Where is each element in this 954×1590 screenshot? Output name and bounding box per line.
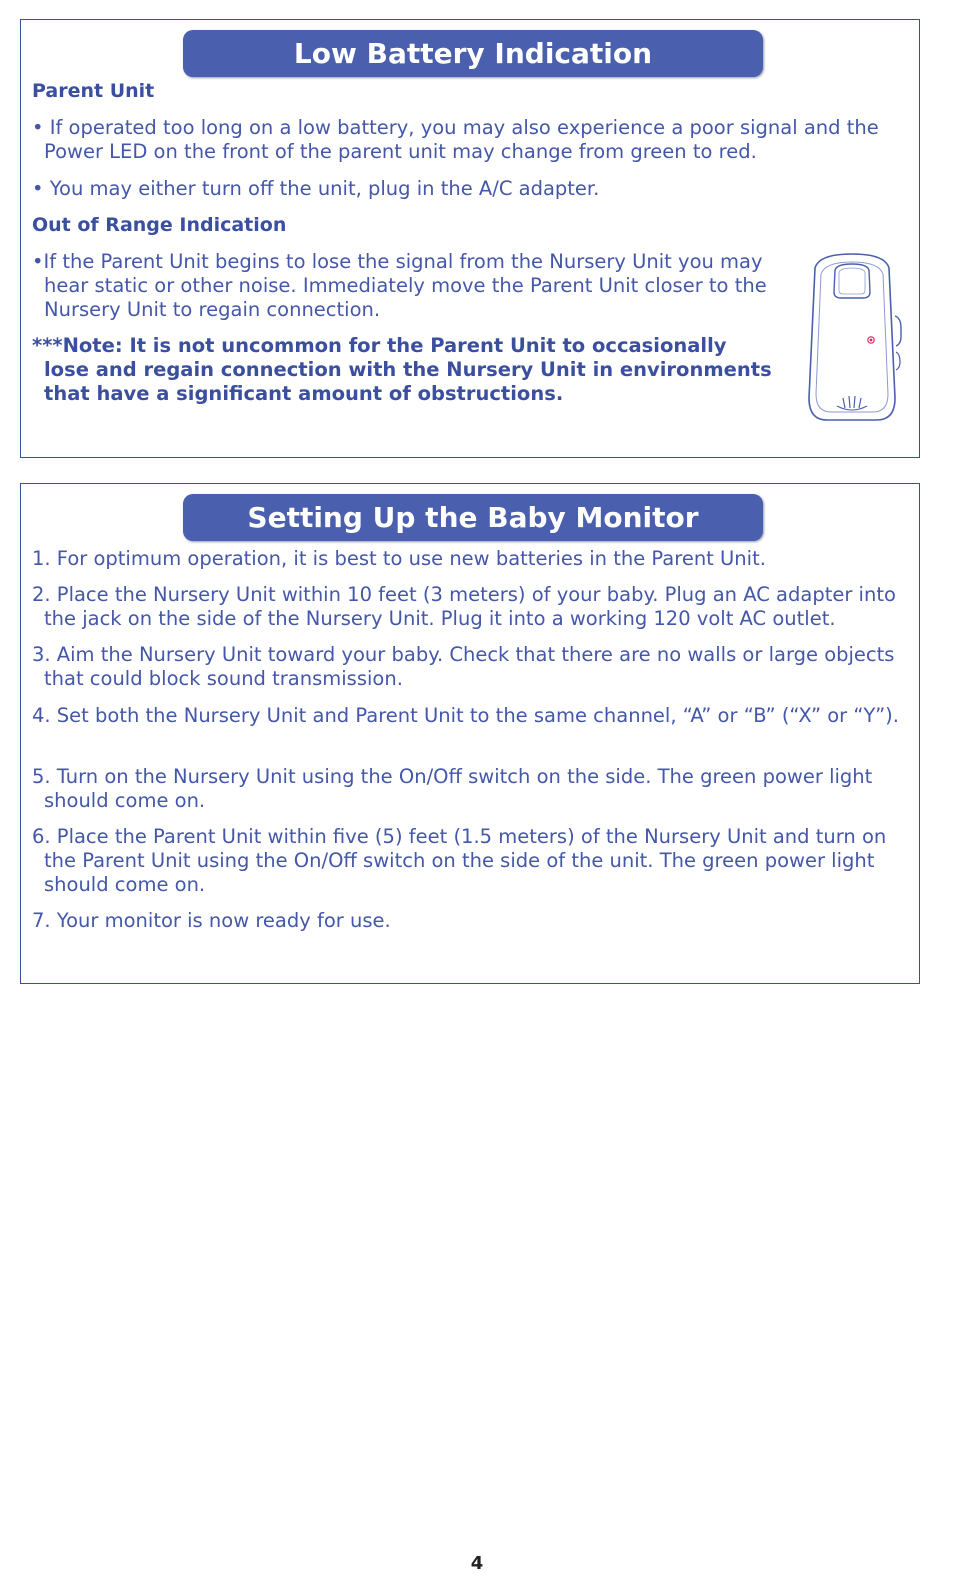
obstruction-note: ***Note: It is not uncommon for the Parent Unit to occasionally lose and regain connection with the Nursery Unit in environments that have a significant amount of obstructions. — [32, 334, 772, 405]
low-battery-bullet-1: • If operated too long on a low battery, you may also experience a poor signal and the Power LED on the front of the parent unit may change from green to red. — [32, 116, 879, 163]
setup-step-3: 3. Aim the Nursery Unit toward your baby. Check that there are no walls or large objects that could block sound transmission. — [32, 643, 895, 690]
setup-step-6: 6. Place the Parent Unit within five (5) feet (1.5 meters) of the Nursery Unit and turn on the Parent Unit using the On/Off switch on the side of the unit. The green power light should come on. — [32, 825, 887, 896]
parent-unit-heading: Parent Unit — [32, 80, 155, 102]
setup-step-2: 2. Place the Nursery Unit within 10 feet (3 meters) of your baby. Plug an AC adapter into the jack on the side of the Nursery Unit. Plug it into a working 120 volt AC outlet. — [32, 583, 896, 630]
setup-step-7: 7. Your monitor is now ready for use. — [32, 909, 391, 932]
low-battery-section — [20, 19, 920, 458]
setup-step-4: 4. Set both the Nursery Unit and Parent Unit to the same channel, “A” or “B” (“X” or “Y”). — [32, 704, 899, 727]
out-of-range-heading: Out of Range Indication — [32, 214, 287, 236]
setup-title: Setting Up the Baby Monitor — [183, 494, 763, 541]
low-battery-title: Low Battery Indication — [183, 30, 763, 77]
out-of-range-bullet: •If the Parent Unit begins to lose the signal from the Nursery Unit you may hear static or other noise. Immediately move the Parent Unit closer to the Nursery Unit to regain connection. — [32, 250, 767, 321]
low-battery-bullet-2: • You may either turn off the unit, plug in the A/C adapter. — [32, 177, 600, 200]
parent-unit-illustration-icon — [797, 248, 907, 424]
setup-section — [20, 483, 920, 984]
page-number: 4 — [470, 1553, 484, 1574]
setup-step-1: 1. For optimum operation, it is best to use new batteries in the Parent Unit. — [32, 547, 766, 570]
setup-step-5: 5. Turn on the Nursery Unit using the On/Off switch on the side. The green power light should come on. — [32, 765, 873, 812]
